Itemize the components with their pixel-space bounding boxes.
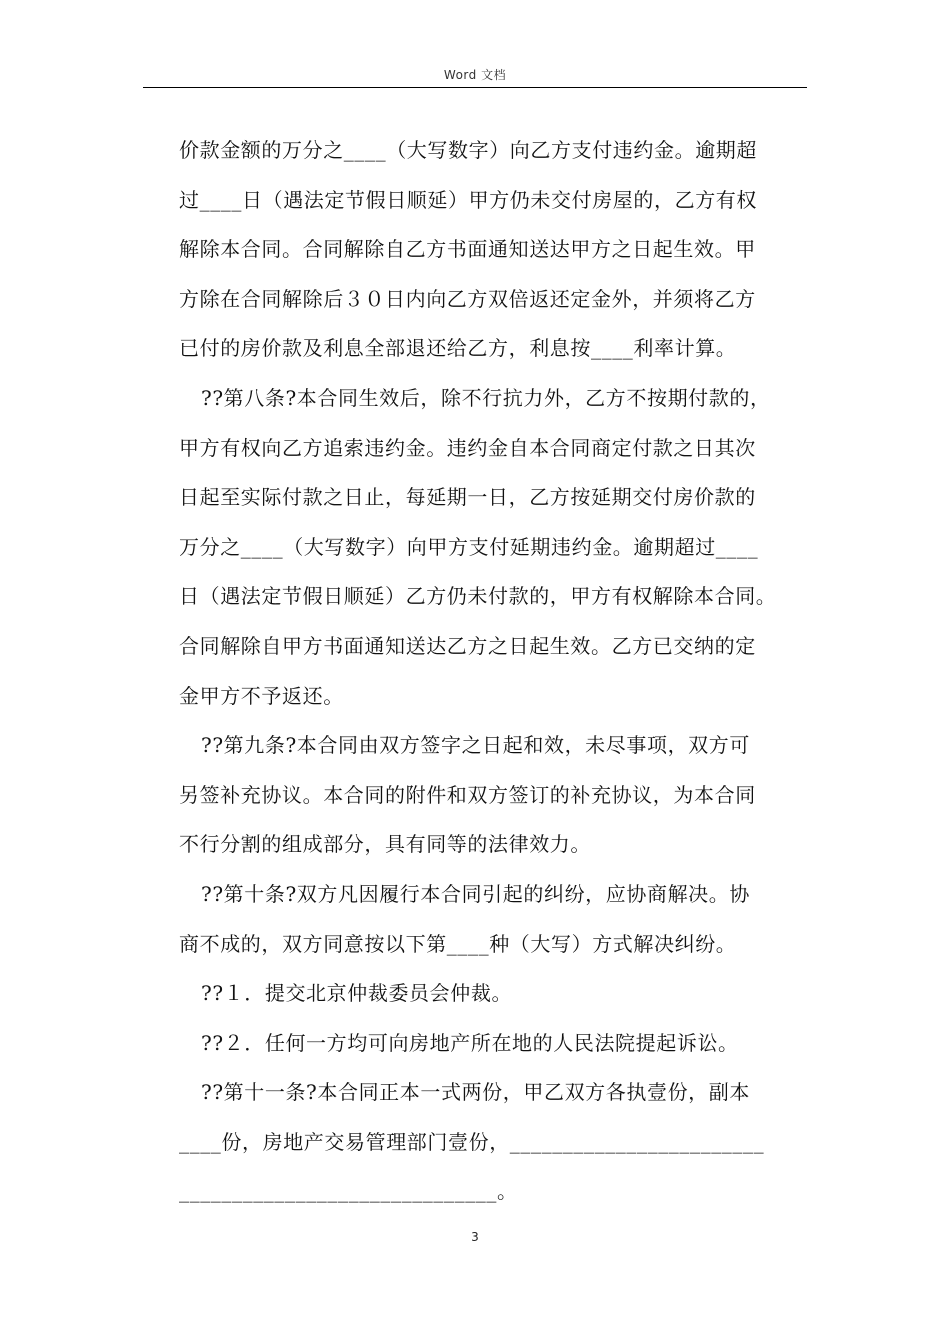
body-line: ____份，房地产交易管理部门壹份，________________________ (179, 1129, 765, 1154)
body-line: 万分之____（大写数字）向甲方支付延期违约金。逾期超过____ (179, 534, 759, 559)
body-line: 价款金额的万分之____（大写数字）向乙方支付违约金。逾期超 (179, 138, 757, 162)
header-divider (143, 87, 807, 88)
body-line: 金甲方不予返还。 (179, 683, 344, 708)
body-line: 不行分割的组成部分，具有同等的法律效力。 (179, 832, 591, 857)
article-11-heading-line: ??第十一条?本合同正本一式两份，甲乙双方各执壹份，副本 (201, 1080, 750, 1105)
body-line: 甲方有权向乙方追索违约金。违约金自本合同商定付款之日其次 (179, 435, 756, 460)
body-line: 过____日（遇法定节假日顺延）甲方仍未交付房屋的，乙方有权 (179, 187, 757, 212)
body-line: 已付的房价款及利息全部退还给乙方，利息按____利率计算。 (179, 336, 737, 361)
body-line: 日起至实际付款之日止，每延期一日，乙方按延期交付房价款的 (179, 485, 756, 510)
article-8-heading-line: ??第八条?本合同生效后，除不行抗力外，乙方不按期付款的， (201, 385, 771, 410)
body-line: 方除在合同解除后３０日内向乙方双倍返还定金外，并须将乙方 (179, 286, 756, 311)
document-header: Word 文档 (443, 68, 507, 82)
body-line: 合同解除自甲方书面通知送达乙方之日起生效。乙方已交纳的定 (179, 633, 756, 658)
body-line: ______________________________。 (179, 1179, 518, 1204)
article-10-heading-line: ??第十条?双方凡因履行本合同引起的纠纷，应协商解决。协 (201, 881, 750, 906)
option-1-line: ??１．提交北京仲裁委员会仲裁。 (201, 981, 513, 1006)
body-line: 另签补充协议。本合同的附件和双方签订的补充协议，为本合同 (179, 782, 756, 807)
body-line: 商不成的，双方同意按以下第____种（大写）方式解决纠纷。 (179, 931, 737, 956)
document-body (179, 126, 809, 1217)
page-number: 3 (471, 1230, 479, 1244)
article-9-heading-line: ??第九条?本合同由双方签字之日起和效，未尽事项，双方可 (201, 733, 750, 758)
body-line: 解除本合同。合同解除自乙方书面通知送达甲方之日起生效。甲 (179, 237, 756, 262)
body-line: 日（遇法定节假日顺延）乙方仍未付款的，甲方有权解除本合同。 (179, 584, 777, 609)
option-2-line: ??２．任何一方均可向房地产所在地的人民法院提起诉讼。 (201, 1030, 739, 1055)
